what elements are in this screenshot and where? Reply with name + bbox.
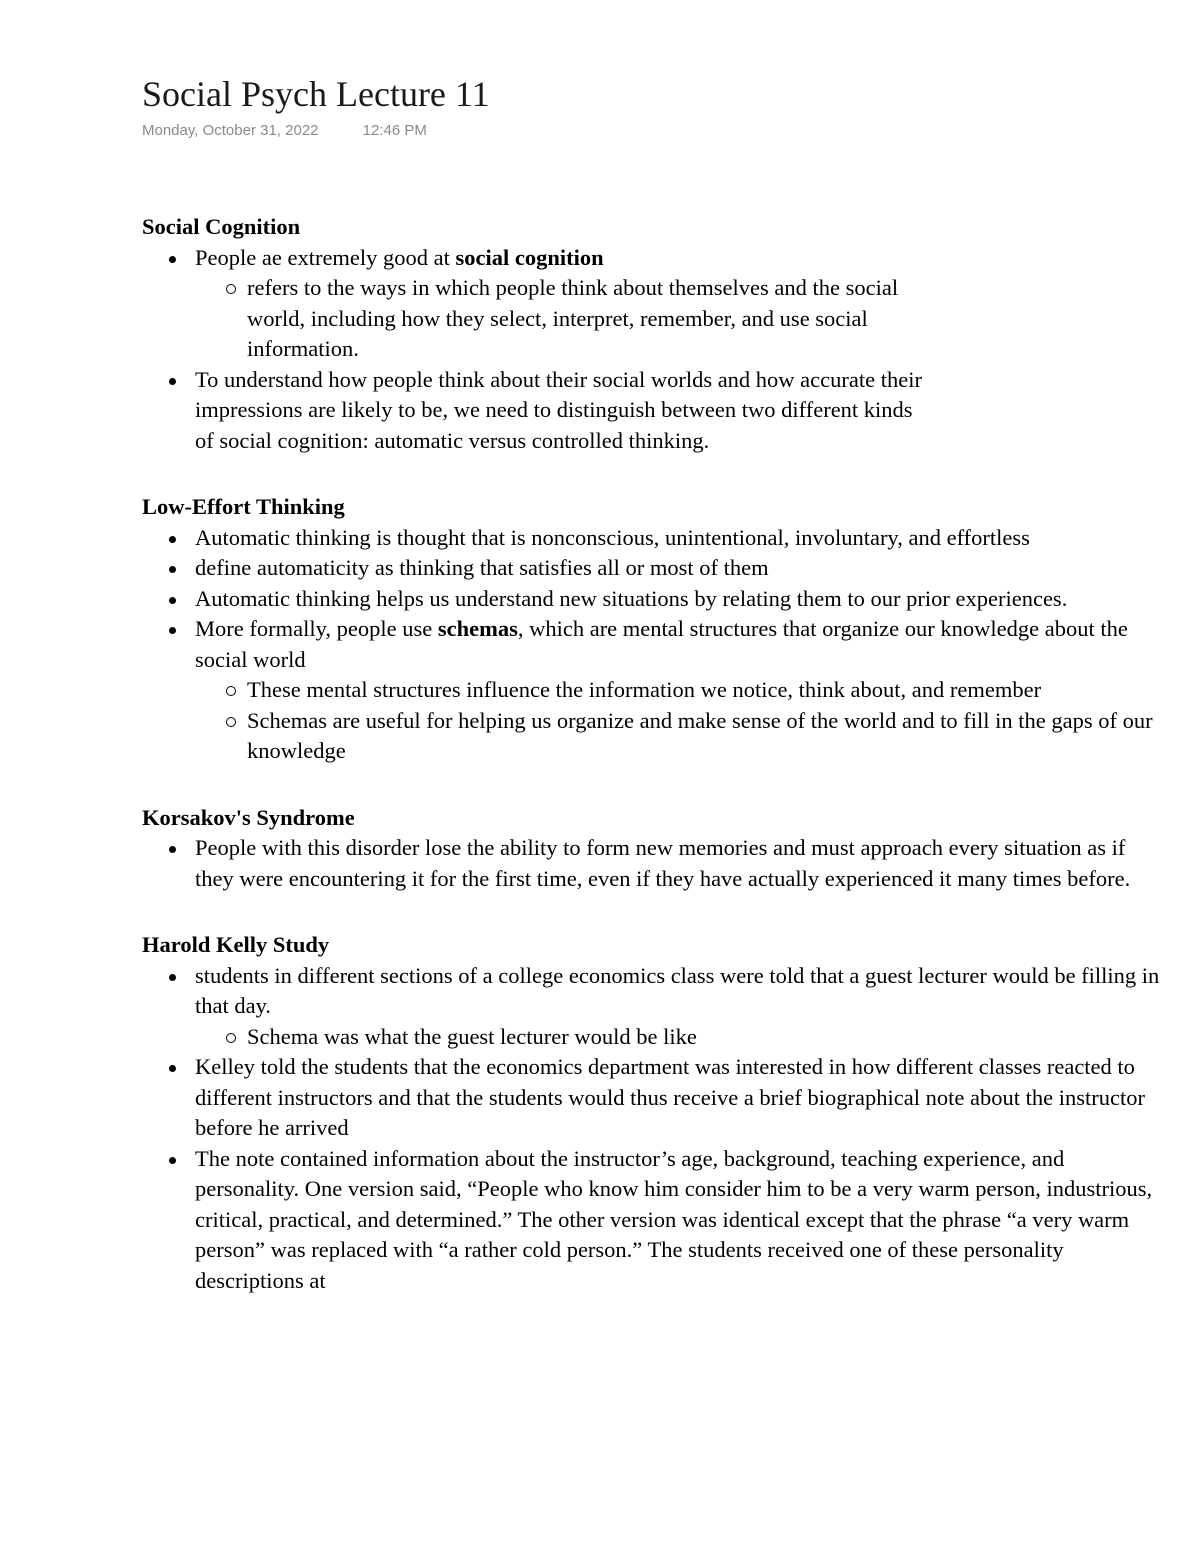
page-time: 12:46 PM bbox=[362, 122, 427, 139]
sub-list-item: refers to the ways in which people think about themselves and the social world, including how they select, interpret, remember, and use social information. bbox=[195, 273, 937, 365]
list-item: define automaticity as thinking that satisfies all or most of them bbox=[142, 553, 1162, 584]
section-heading: Social Cognition bbox=[142, 214, 301, 239]
section-low-effort-thinking bbox=[142, 492, 1162, 767]
list-item-text: students in different sections of a college economics class were told that a guest lecturer would be filling in that day. bbox=[195, 962, 1160, 1018]
bullet-list bbox=[142, 243, 1162, 457]
section-heading: Korsakov's Syndrome bbox=[142, 804, 355, 830]
list-item: People with this disorder lose the ability to form new memories and must approach every situation as if they were encountering it for the first time, even if they have actually experienced it many times before. bbox=[142, 833, 1162, 894]
bullet-list bbox=[142, 833, 1162, 894]
sub-list-item: These mental structures influence the information we notice, think about, and remember bbox=[195, 675, 1162, 706]
list-item bbox=[142, 243, 1162, 365]
note-body bbox=[142, 212, 1162, 1296]
list-item: Automatic thinking is thought that is nonconscious, unintentional, involuntary, and effortless bbox=[142, 523, 1162, 554]
sub-list-item: Schemas are useful for helping us organize and make sense of the world and to fill in the gaps of our knowledge bbox=[195, 706, 1162, 767]
section-social-cognition bbox=[142, 212, 1162, 456]
list-item-text: People ae extremely good at bbox=[195, 244, 456, 270]
page-title: Social Psych Lecture 11 bbox=[142, 74, 490, 114]
bullet-list bbox=[142, 523, 1162, 767]
page-timestamp bbox=[142, 122, 427, 139]
list-item bbox=[142, 614, 1162, 767]
list-item-text: More formally, people use bbox=[195, 616, 438, 641]
section-korsakov bbox=[142, 803, 1162, 895]
list-item: Automatic thinking helps us understand new situations by relating them to our prior experiences. bbox=[142, 584, 1162, 615]
list-item-text: , which are mental structures that organize our knowledge about the social world bbox=[195, 616, 1128, 672]
sub-bullet-list bbox=[195, 273, 1162, 365]
sub-list-item: Schema was what the guest lecturer would be like bbox=[195, 1022, 1162, 1053]
sub-bullet-list bbox=[195, 1022, 1162, 1053]
list-item bbox=[142, 961, 1162, 1053]
bullet-list bbox=[142, 961, 1162, 1297]
list-item: The note contained information about the instructor’s age, background, teaching experience, and personality. One version said, “People who know him consider him to be a very warm person, industrious, critical, practical, and determined.” The other version was identical except that the phrase “a very warm person” was replaced with “a rather cold person.” The students received one of these personality descriptions at bbox=[142, 1144, 1162, 1297]
section-heading: Harold Kelly Study bbox=[142, 932, 330, 957]
list-item: Kelley told the students that the economics department was interested in how different classes reacted to different instructors and that the students would thus receive a brief biographical note about the instructor before he arrived bbox=[142, 1052, 1162, 1144]
page-date: Monday, October 31, 2022 bbox=[142, 122, 319, 139]
section-harold-kelly bbox=[142, 930, 1162, 1296]
list-item: To understand how people think about their social worlds and how accurate their impressions are likely to be, we need to distinguish between two different kinds of social cognition: automatic versus controlled thinking. bbox=[142, 365, 935, 457]
bold-term: social cognition bbox=[455, 244, 604, 270]
bold-term: schemas bbox=[437, 616, 518, 641]
sub-bullet-list bbox=[195, 675, 1162, 767]
section-heading: Low-Effort Thinking bbox=[142, 494, 345, 519]
